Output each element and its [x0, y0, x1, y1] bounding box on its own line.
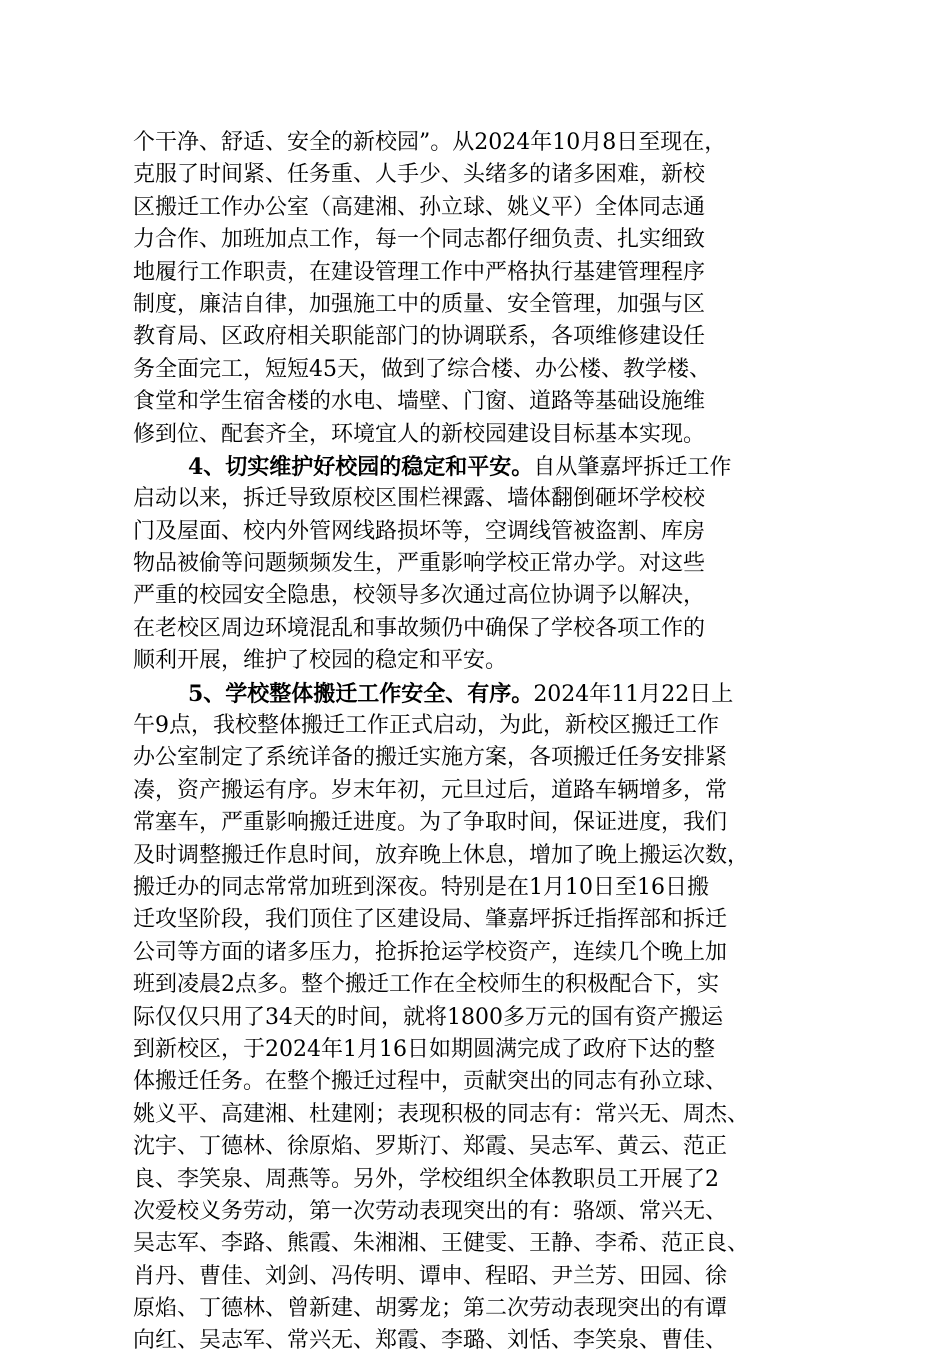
line-text: 修到位、配套齐全，环境宜人的新校园建设目标基本实现。 — [133, 421, 706, 447]
line-text: 启动以来，拆迁导致原校区围栏裸露、墙体翻倒砸坏学校校 — [133, 486, 706, 512]
line-text: 教育局、区政府相关职能部门的协调联系，各项维修建设任 — [133, 324, 706, 350]
text-line — [133, 1293, 833, 1325]
line-text: 到新校区，于2024年1月16日如期圆满完成了政府下达的整 — [133, 1036, 715, 1062]
text-line — [133, 1002, 833, 1034]
line-text: 物品被偷等问题频频发生，严重影响学校正常办学。对这些 — [133, 551, 706, 577]
line-text: 体搬迁任务。在整个搬迁过程中，贡献突出的同志有孙立球、 — [133, 1069, 728, 1095]
text-line — [133, 159, 833, 191]
text-line — [133, 580, 833, 612]
line-text: 力合作、加班加点工作，每一个同志都仔细负责、扎实细致 — [133, 227, 706, 253]
line-text: 严重的校园安全隐患，校领导多次通过高位协调予以解决， — [133, 583, 706, 609]
line-text: 自从肇嘉坪拆迁工作 — [533, 454, 732, 480]
text-line — [133, 807, 833, 839]
text-line — [133, 192, 833, 224]
text-line — [133, 289, 833, 321]
line-text: 吴志军、李路、熊霞、朱湘湘、王健雯、王静、李希、范正良、 — [133, 1231, 750, 1257]
text-line — [133, 516, 833, 548]
text-line — [133, 483, 833, 515]
line-text: 克服了时间紧、任务重、人手少、头绪多的诸多困难，新校 — [133, 162, 706, 188]
text-line — [133, 969, 833, 1001]
line-text: 区搬迁工作办公室（高建湘、孙立球、姚义平）全体同志通 — [133, 194, 706, 220]
text-line — [133, 937, 833, 969]
text-line — [133, 354, 833, 386]
text-line — [133, 840, 833, 872]
text-line — [133, 321, 833, 353]
text-line — [133, 1034, 833, 1066]
text-line — [133, 872, 833, 904]
line-text: 制度，廉洁自律，加强施工中的质量、安全管理，加强与区 — [133, 291, 706, 317]
text-line — [133, 1164, 833, 1196]
text-line — [133, 742, 833, 774]
line-text: 良、李笑泉、周燕等。另外，学校组织全体教职员工开展了2 — [133, 1166, 719, 1192]
text-line — [133, 710, 833, 742]
text-line — [133, 1131, 833, 1163]
text-line — [133, 1066, 833, 1098]
line-text: 搬迁办的同志常常加班到深夜。特别是在1月10日至16日搬 — [133, 874, 709, 900]
text-line — [133, 1196, 833, 1228]
text-line — [133, 419, 833, 451]
text-line — [133, 613, 833, 645]
line-text: 姚义平、高建湘、杜建刚；表现积极的同志有：常兴无、周杰、 — [133, 1101, 750, 1127]
line-text: 办公室制定了系统详备的搬迁实施方案，各项搬迁任务安排紧 — [133, 745, 728, 771]
line-text: 次爱校义务劳动，第一次劳动表现突出的有：骆颂、常兴无、 — [133, 1198, 728, 1224]
section-heading: 5、学校整体搬迁工作安全、有序。 — [188, 680, 534, 707]
line-text: 务全面完工，短短45天，做到了综合楼、办公楼、教学楼、 — [133, 356, 711, 382]
text-line — [133, 1099, 833, 1131]
line-text: 向红、吴志军、常兴无、郑霞、李璐、刘恬、李笑泉、曹佳、 — [133, 1328, 728, 1354]
text-line — [133, 1228, 833, 1260]
line-text: 班到凌晨2点多。整个搬迁工作在全校师生的积极配合下，实 — [133, 972, 719, 998]
line-text: 凑，资产搬运有序。岁末年初，元旦过后，道路车辆增多，常 — [133, 777, 728, 803]
line-text: 沈宇、丁德林、徐原焰、罗斯汀、郑霞、吴志军、黄云、范正 — [133, 1134, 728, 1160]
line-text: 2024年11月22日上 — [533, 681, 734, 707]
section-heading: 4、切实维护好校园的稳定和平安。 — [188, 453, 534, 480]
line-text: 及时调整搬迁作息时间，放弃晚上休息，增加了晚上搬运次数， — [133, 842, 750, 868]
text-line — [133, 645, 833, 677]
line-text: 在老校区周边环境混乱和事故频仍中确保了学校各项工作的 — [133, 615, 706, 641]
line-text: 午9点，我校整体搬迁工作正式启动，为此，新校区搬迁工作 — [133, 713, 719, 739]
text-line — [133, 548, 833, 580]
text-line — [133, 1261, 833, 1293]
line-text: 地履行工作职责，在建设管理工作中严格执行基建管理程序 — [133, 259, 706, 285]
text-line — [133, 775, 833, 807]
text-line — [133, 678, 833, 710]
text-line — [133, 224, 833, 256]
line-text: 食堂和学生宿舍楼的水电、墙壁、门窗、道路等基础设施维 — [133, 389, 706, 415]
text-line — [133, 904, 833, 936]
text-line — [133, 257, 833, 289]
line-text: 原焰、丁德林、曾新建、胡雾龙；第二次劳动表现突出的有谭 — [133, 1296, 728, 1322]
text-line — [133, 386, 833, 418]
text-line — [133, 127, 833, 159]
line-text: 个干净、舒适、安全的新校园”。从2024年10月8日至现在， — [133, 130, 727, 155]
line-text: 门及屋面、校内外管网线路损坏等，空调线管被盗割、库房 — [133, 518, 706, 544]
document-body — [133, 127, 833, 1358]
line-text: 公司等方面的诸多压力，抢拆抢运学校资产，连续几个晚上加 — [133, 939, 728, 965]
line-text: 常塞车，严重影响搬迁进度。为了争取时间，保证进度，我们 — [133, 810, 728, 836]
line-text: 际仅仅只用了34天的时间，就将1800多万元的国有资产搬运 — [133, 1004, 723, 1030]
line-text: 迁攻坚阶段，我们顶住了区建设局、肇嘉坪拆迁指挥部和拆迁 — [133, 907, 728, 933]
line-text: 肖丹、曹佳、刘剑、冯传明、谭申、程昭、尹兰芳、田园、徐 — [133, 1263, 728, 1289]
line-text: 顺利开展，维护了校园的稳定和平安。 — [133, 648, 508, 674]
text-line — [133, 451, 833, 483]
